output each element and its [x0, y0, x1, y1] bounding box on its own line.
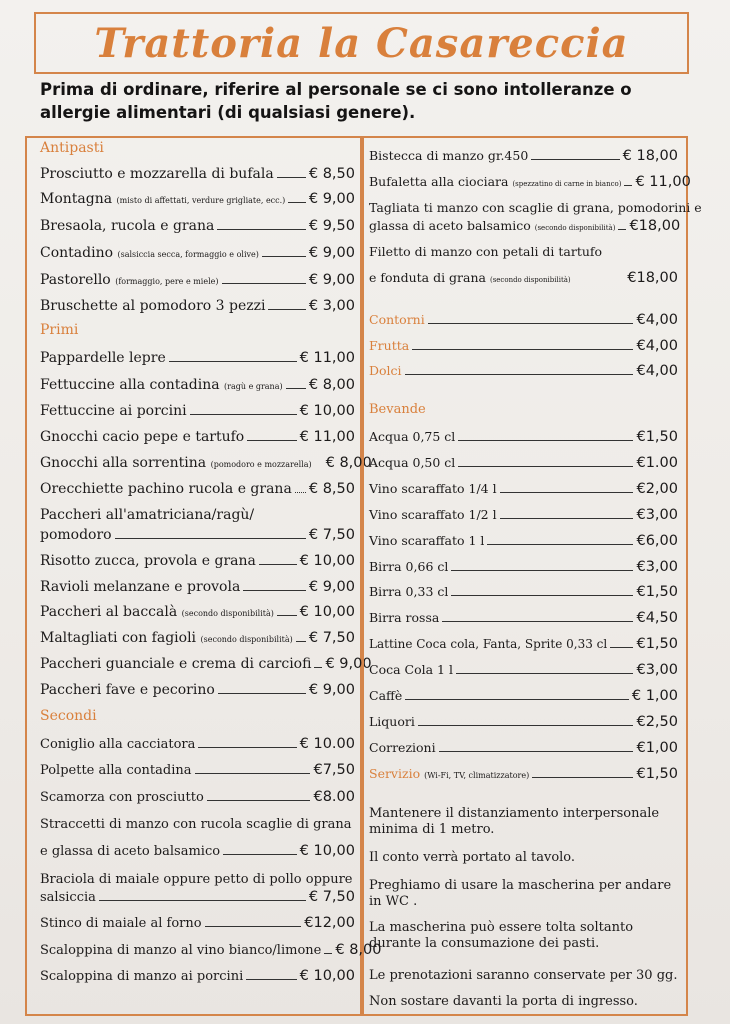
- menu-item: Paccheri al baccalà (secondo disponibilità) € 10,00: [40, 604, 355, 620]
- menu-item: Coniglio alla cacciatora € 10.00: [40, 736, 355, 752]
- menu-item: Acqua 0,50 cl €1.00: [369, 455, 678, 471]
- menu-item: Straccetti di manzo con rucola scaglie di grana: [40, 817, 352, 832]
- notice-reservations: Le prenotazioni saranno conservate per 30 gg.: [369, 968, 678, 983]
- right-column: [362, 136, 702, 1016]
- menu-item: Orecchiette pachino rucola e grana € 8,50: [40, 481, 355, 497]
- menu-item: Maltagliati con fagioli (secondo disponibilità) € 7,50: [40, 630, 355, 646]
- menu-item: Birra rossa €4,50: [369, 610, 678, 626]
- menu-item: Contadino (salsiccia secca, formaggio e olive) € 9,00: [40, 245, 355, 261]
- servizio-row: Servizio (Wi-Fi, TV, climatizzatore) €1,50: [369, 766, 678, 782]
- notice-distancing: Mantenere il distanziamento interpersonale minima di 1 metro.: [369, 806, 660, 837]
- restaurant-title: Trattoria la Casareccia: [94, 19, 629, 67]
- menu-item: Bufaletta alla ciociara (spezzatino di carne in bianco) € 11,00: [369, 174, 691, 190]
- notice-bill: Il conto verrà portato al tavolo.: [369, 850, 576, 865]
- menu-item: pomodoro € 7,50: [40, 527, 355, 543]
- menu-item: Caffè € 1,00: [369, 688, 678, 704]
- menu-item: Stinco di maiale al forno €12,00: [40, 915, 355, 931]
- menu-item: Risotto zucca, provola e grana € 10,00: [40, 553, 355, 569]
- menu-item: Paccheri fave e pecorino € 9,00: [40, 682, 355, 698]
- menu-item: Paccheri guanciale e crema di carciofi € 9,00: [40, 656, 372, 672]
- menu-item: Scaloppina di manzo al vino bianco/limone € 8,00: [40, 942, 382, 958]
- menu-item: e fonduta di grana (secondo disponibilità) €18,00: [369, 270, 678, 286]
- menu-item: Paccheri all'amatriciana/ragù/: [40, 507, 255, 523]
- notice-mask-meal: La mascherina può essere tolta soltanto durante la consumazione dei pasti.: [369, 920, 634, 951]
- menu-item: Bresaola, rucola e grana € 9,50: [40, 218, 355, 234]
- menu-item: Montagna (misto di affettati, verdure grigliate, ecc.) € 9,00: [40, 191, 355, 207]
- menu-item: Pappardelle lepre € 11,00: [40, 350, 355, 366]
- menu-item: Coca Cola 1 l €3,00: [369, 662, 678, 678]
- menu-item: glassa di aceto balsamico (secondo disponibilità) €18,00: [369, 218, 681, 234]
- menu-item: e glassa di aceto balsamico € 10,00: [40, 843, 355, 859]
- contorni-row: Contorni €4,00: [369, 312, 678, 328]
- menu-item: Birra 0,33 cl €1,50: [369, 584, 678, 600]
- menu-item: Birra 0,66 cl €3,00: [369, 559, 678, 575]
- allergy-notice: Prima di ordinare, riferire al personale se ci sono intolleranze o allergie alimentari (di qualsiasi genere).: [40, 80, 632, 122]
- dolci-row: Dolci €4,00: [369, 363, 678, 379]
- title-box: [34, 12, 689, 74]
- left-column: [25, 136, 382, 1016]
- menu-item: Braciola di maiale oppure petto di pollo oppure: [40, 872, 353, 887]
- menu-item: salsiccia € 7,50: [40, 889, 355, 905]
- menu-item: Scaloppina di manzo ai porcini € 10,00: [40, 968, 355, 984]
- notice-mask-wc: Preghiamo di usare la mascherina per andare in WC .: [369, 878, 672, 909]
- menu-item: Prosciutto e mozzarella di bufala € 8,50: [40, 166, 355, 182]
- frutta-row: Frutta €4,00: [369, 338, 678, 354]
- menu-item: Vino scaraffato 1/4 l €2,00: [369, 481, 678, 497]
- menu-item: Fettuccine ai porcini € 10,00: [40, 403, 355, 419]
- menu-item: Correzioni €1,00: [369, 740, 678, 756]
- menu-item: Liquori €2,50: [369, 714, 678, 730]
- menu-item: Ravioli melanzane e provola € 9,00: [40, 579, 355, 595]
- section-heading-bevande: Bevande: [369, 402, 426, 417]
- menu-item: Lattine Coca cola, Fanta, Sprite 0,33 cl €1,50: [369, 636, 678, 652]
- section-heading-secondi: Secondi: [40, 708, 97, 724]
- menu-item: Vino scaraffato 1/2 l €3,00: [369, 507, 678, 523]
- menu-item: Gnocchi alla sorrentina (pomodoro e mozzarella) € 8,00: [40, 455, 372, 471]
- menu-item: Fettuccine alla contadina (ragù e grana) € 8,00: [40, 377, 355, 393]
- menu-item: Tagliata ti manzo con scaglie di grana, pomodorini e: [369, 200, 702, 215]
- menu-item: Gnocchi cacio pepe e tartufo € 11,00: [40, 429, 355, 445]
- menu-item: Acqua 0,75 cl €1,50: [369, 429, 678, 445]
- menu-item: Bruschette al pomodoro 3 pezzi € 3,00: [40, 298, 355, 314]
- section-heading-antipasti: Antipasti: [40, 140, 104, 156]
- menu-item: Scamorza con prosciutto €8.00: [40, 789, 355, 805]
- menu-item: Vino scaraffato 1 l €6,00: [369, 533, 678, 549]
- menu-item: Filetto di manzo con petali di tartufo: [369, 244, 603, 259]
- section-heading-primi: Primi: [40, 322, 79, 338]
- notice-entrance: Non sostare davanti la porta di ingresso.: [369, 994, 638, 1009]
- menu-item: Polpette alla contadina €7,50: [40, 762, 355, 778]
- menu-item: Bistecca di manzo gr.450 € 18,00: [369, 148, 678, 164]
- menu-item: Pastorello (formaggio, pere e miele) € 9,00: [40, 272, 355, 288]
